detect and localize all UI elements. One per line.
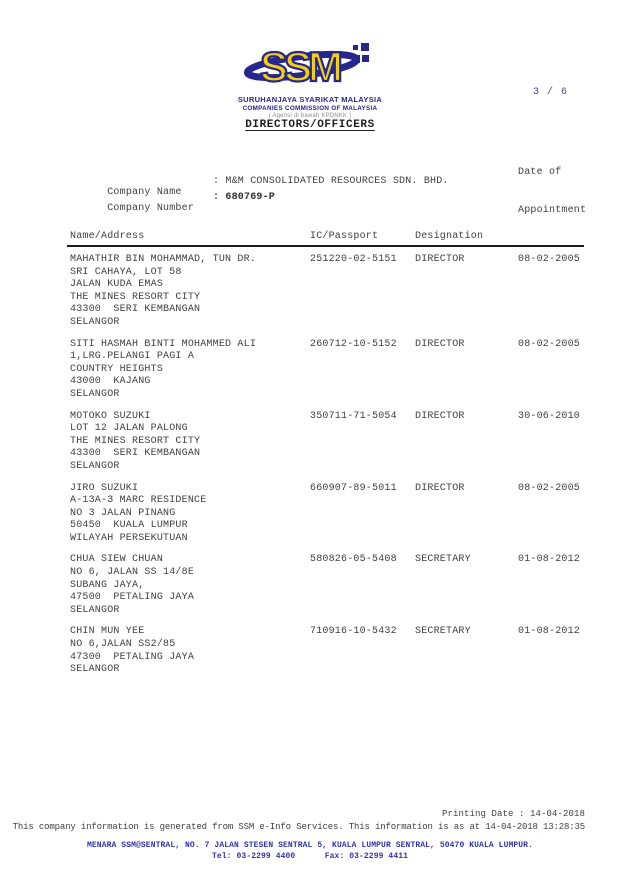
row-designation: SECRETARY: [415, 626, 471, 638]
company-number-row: [70, 192, 276, 214]
address-line: SELANGOR: [70, 316, 120, 328]
row-designation: DIRECTOR: [415, 410, 465, 422]
address-line: COUNTRY HEIGHTS: [70, 363, 164, 375]
logo-name-malay: SURUHANJAYA SYARIKAT MALAYSIA: [237, 95, 383, 104]
address-line: THE MINES RESORT CITY: [70, 435, 201, 447]
header-date-of-appointment: [518, 142, 586, 242]
address-line: CHIN MUN YEE: [70, 626, 145, 638]
logo-tagline: ( Agensi di bawah KPDNKK ): [268, 113, 352, 119]
ssm-logo-mark-icon: [240, 36, 380, 94]
address-line: SITI HASMAH BINTI MOHAMMED ALI: [70, 338, 257, 350]
table-row: [70, 411, 584, 474]
table-row: [70, 339, 584, 402]
row-name-address: [70, 554, 308, 617]
address-line: CHUA SIEW CHUAN: [70, 554, 164, 566]
company-info: [70, 176, 449, 214]
row-date-appointment: 08-02-2005: [518, 254, 581, 265]
row-name-address: [70, 339, 308, 402]
address-line: MAHATHIR BIN MOHAMMAD, TUN DR.: [70, 254, 257, 265]
address-line: THE MINES RESORT CITY: [70, 291, 201, 303]
page-number: 3 / 6: [533, 87, 569, 98]
address-line: 43000 KAJANG: [70, 376, 151, 388]
svg-text:SSM: SSM: [260, 43, 340, 90]
row-designation: SECRETARY: [415, 554, 471, 566]
address-line: 1,LRG.PELANGI PAGI A: [70, 351, 195, 363]
header-ic-passport: IC/Passport: [310, 231, 379, 242]
row-date-appointment: 30-06-2010: [518, 410, 581, 422]
row-designation: DIRECTOR: [415, 254, 465, 265]
row-ic-passport: 350711-71-5054: [310, 410, 397, 422]
table-row: [70, 483, 584, 546]
header-designation: Designation: [415, 231, 484, 242]
company-number-label: Company Number: [107, 203, 195, 214]
header-date-line2: Appointment: [518, 204, 587, 216]
address-line: 47300 PETALING JAYA: [70, 651, 195, 663]
row-ic-passport: 710916-10-5432: [310, 626, 397, 638]
address-line: MOTOKO SUZUKI: [70, 410, 151, 422]
ssm-logo: [0, 36, 620, 119]
row-date-appointment: 01-08-2012: [518, 626, 581, 638]
company-name-label: Company Name: [107, 187, 182, 198]
address-line: SELANGOR: [70, 604, 120, 616]
row-name-address: [70, 483, 308, 546]
company-name-value: : M&M CONSOLIDATED RESOURCES SDN. BHD.: [213, 176, 449, 187]
row-designation: DIRECTOR: [415, 482, 465, 494]
address-line: LOT 12 JALAN PALONG: [70, 423, 188, 435]
address-line: NO 3 JALAN PINANG: [70, 507, 176, 519]
row-date-appointment: 08-02-2005: [518, 338, 581, 350]
table-row: [70, 626, 584, 676]
company-number-value: : 680769-P: [213, 192, 276, 203]
address-line: JIRO SUZUKI: [70, 482, 139, 494]
address-line: SELANGOR: [70, 460, 120, 472]
logo-name-english: COMPANIES COMMISSION OF MALAYSIA: [242, 105, 378, 112]
row-name-address: [70, 254, 308, 330]
page-title: DIRECTORS/OFFICERS: [245, 119, 375, 131]
address-line: NO 6,JALAN SS2/85: [70, 639, 176, 651]
address-line: 43300 SERI KEMBANGAN: [70, 448, 201, 460]
address-line: SRI CAHAYA, LOT 58: [70, 266, 182, 278]
row-designation: DIRECTOR: [415, 338, 465, 350]
printing-date: Printing Date : 14-04-2018: [441, 809, 585, 819]
row-name-address: [70, 626, 308, 676]
row-date-appointment: 01-08-2012: [518, 554, 581, 566]
address-line: SUBANG JAYA,: [70, 579, 145, 591]
table-row: [70, 254, 584, 330]
directors-table-body: [70, 254, 584, 686]
address-line: 47500 PETALING JAYA: [70, 592, 195, 604]
address-line: 50450 KUALA LUMPUR: [70, 520, 188, 532]
row-ic-passport: 580826-05-5408: [310, 554, 397, 566]
row-ic-passport: 260712-10-5152: [310, 338, 397, 350]
header-date-line1: Date of: [518, 167, 562, 178]
address-line: NO 6, JALAN SS 14/8E: [70, 567, 195, 579]
ssm-tel-fax-line: Tel: 03-2299 4400 Fax: 03-2299 4411: [211, 852, 409, 861]
address-line: A-13A-3 MARC RESIDENCE: [70, 495, 207, 507]
row-date-appointment: 08-02-2005: [518, 482, 581, 494]
address-line: 43300 SERI KEMBANGAN: [70, 304, 201, 316]
address-line: WILAYAH PERSEKUTUAN: [70, 532, 188, 544]
header-name-address: Name/Address: [70, 231, 145, 242]
row-ic-passport: 660907-89-5011: [310, 482, 397, 494]
generated-info-line: This company information is generated from SSM e-Info Services. This information is as at 14-04-2018 13:28:35: [12, 822, 585, 832]
address-line: SELANGOR: [70, 388, 120, 400]
ssm-address-line: MENARA SSM@SENTRAL, NO. 7 JALAN STESEN SENTRAL 5, KUALA LUMPUR SENTRAL, 50470 KUALA LUMPUR.: [87, 841, 533, 850]
row-name-address: [70, 411, 308, 474]
table-row: [70, 554, 584, 617]
address-line: JALAN KUDA EMAS: [70, 279, 164, 291]
address-line: SELANGOR: [70, 664, 120, 676]
row-ic-passport: 251220-02-5151: [310, 254, 397, 265]
